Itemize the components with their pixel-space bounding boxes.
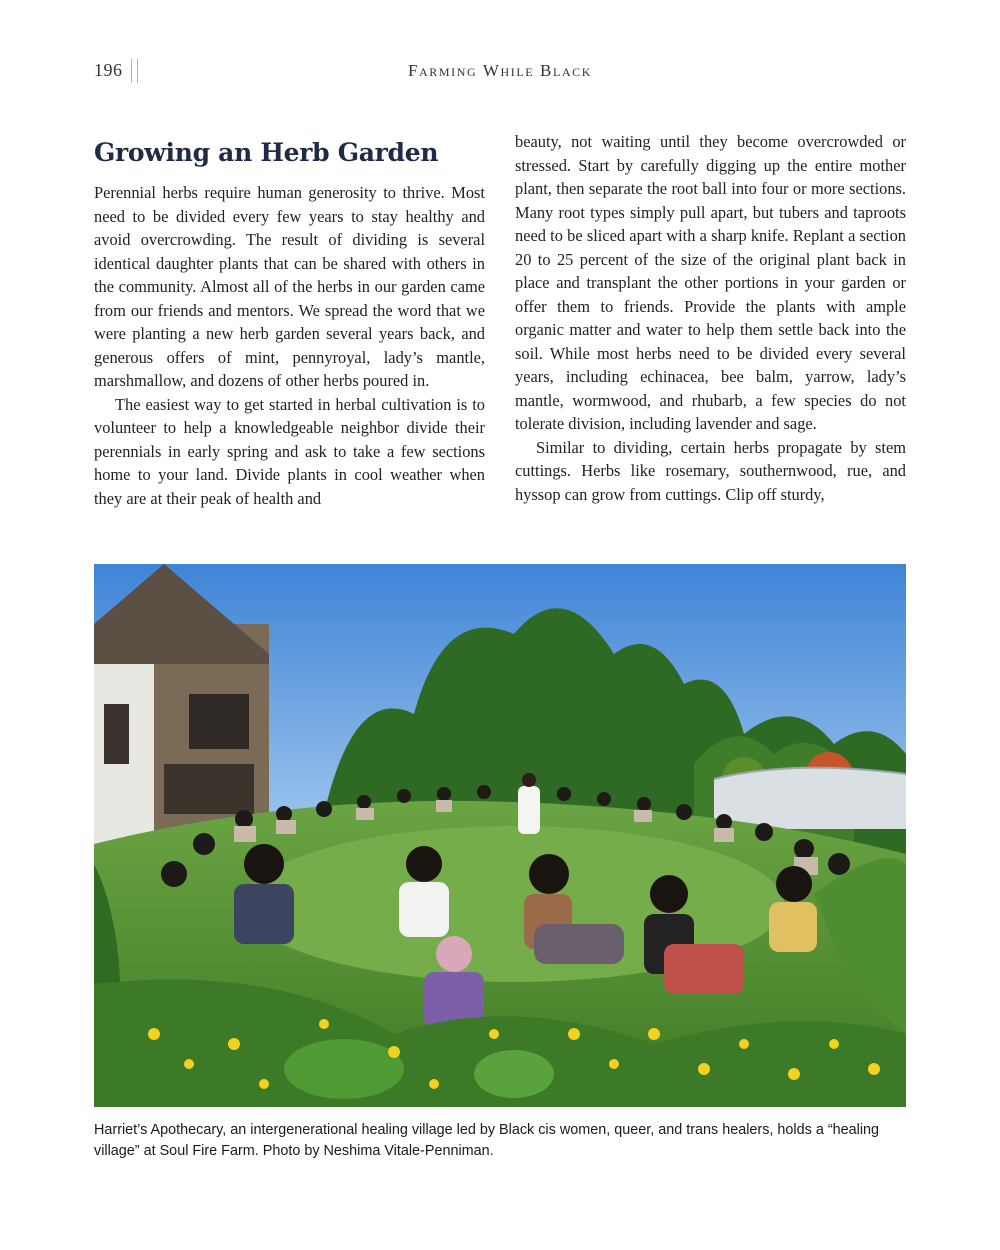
section-heading: Growing an Herb Garden xyxy=(94,138,439,167)
paragraph-3: beauty, not waiting until they become overcrowded or stressed. Start by carefully digging up the entire mother plant, then separate the root ball into four or more sections. Many root types simply pull apart, but tubers and taproots need to be sliced apart with a sharp knife. Replant a section 20 to 25 percent of the size of the original plant back in place and transplant the other portions in your garden or offer them to friends. Provide the plants with ample organic matter and water to help them settle back into the soil. While most herbs need to be divided every several years, including echinacea, bee balm, yarrow, lady’s mantle, wormwood, and rhubarb, a few species do not tolerate division, including lavender and sage. xyxy=(515,132,906,433)
right-column xyxy=(515,130,906,506)
running-head xyxy=(94,60,906,84)
paragraph-2: The easiest way to get started in herbal cultivation is to volunteer to help a knowledgeable neighbor divide their perennials in early spring and ask to take a few sections home to your land. Divide plants in cool weather when they are at their peak of health and xyxy=(94,394,485,508)
book-title: Farming While Black xyxy=(407,61,593,80)
paragraph-4: Similar to dividing, certain herbs propagate by stem cuttings. Herbs like rosemary, southernwood, rue, and hyssop can grow from cuttings. Clip off sturdy, xyxy=(515,437,906,504)
photo-caption: Harriet’s Apothecary, an intergenerational healing village led by Black cis women, queer, and trans healers, holds a “healing village” at Soul Fire Farm. Photo by Neshima Vitale-Penniman. xyxy=(94,1122,880,1159)
paragraph-1: Perennial herbs require human generosity to thrive. Most need to be divided every few years to stay healthy and avoid overcrowding. The result of dividing is several identical daughter plants that can be shared with others in the community. Almost all of the herbs in our garden came from our friends and mentors. We spread the word that we were planting a new herb garden several years back, and generous offers of mint, pennyroyal, lady’s mantle, marshmallow, and dozens of other herbs poured in. xyxy=(94,183,485,390)
greenhouse xyxy=(714,768,906,829)
central-figure xyxy=(518,786,540,834)
page-number: 196 xyxy=(94,60,123,80)
left-column xyxy=(94,130,485,510)
gathering-photo xyxy=(94,564,906,1107)
